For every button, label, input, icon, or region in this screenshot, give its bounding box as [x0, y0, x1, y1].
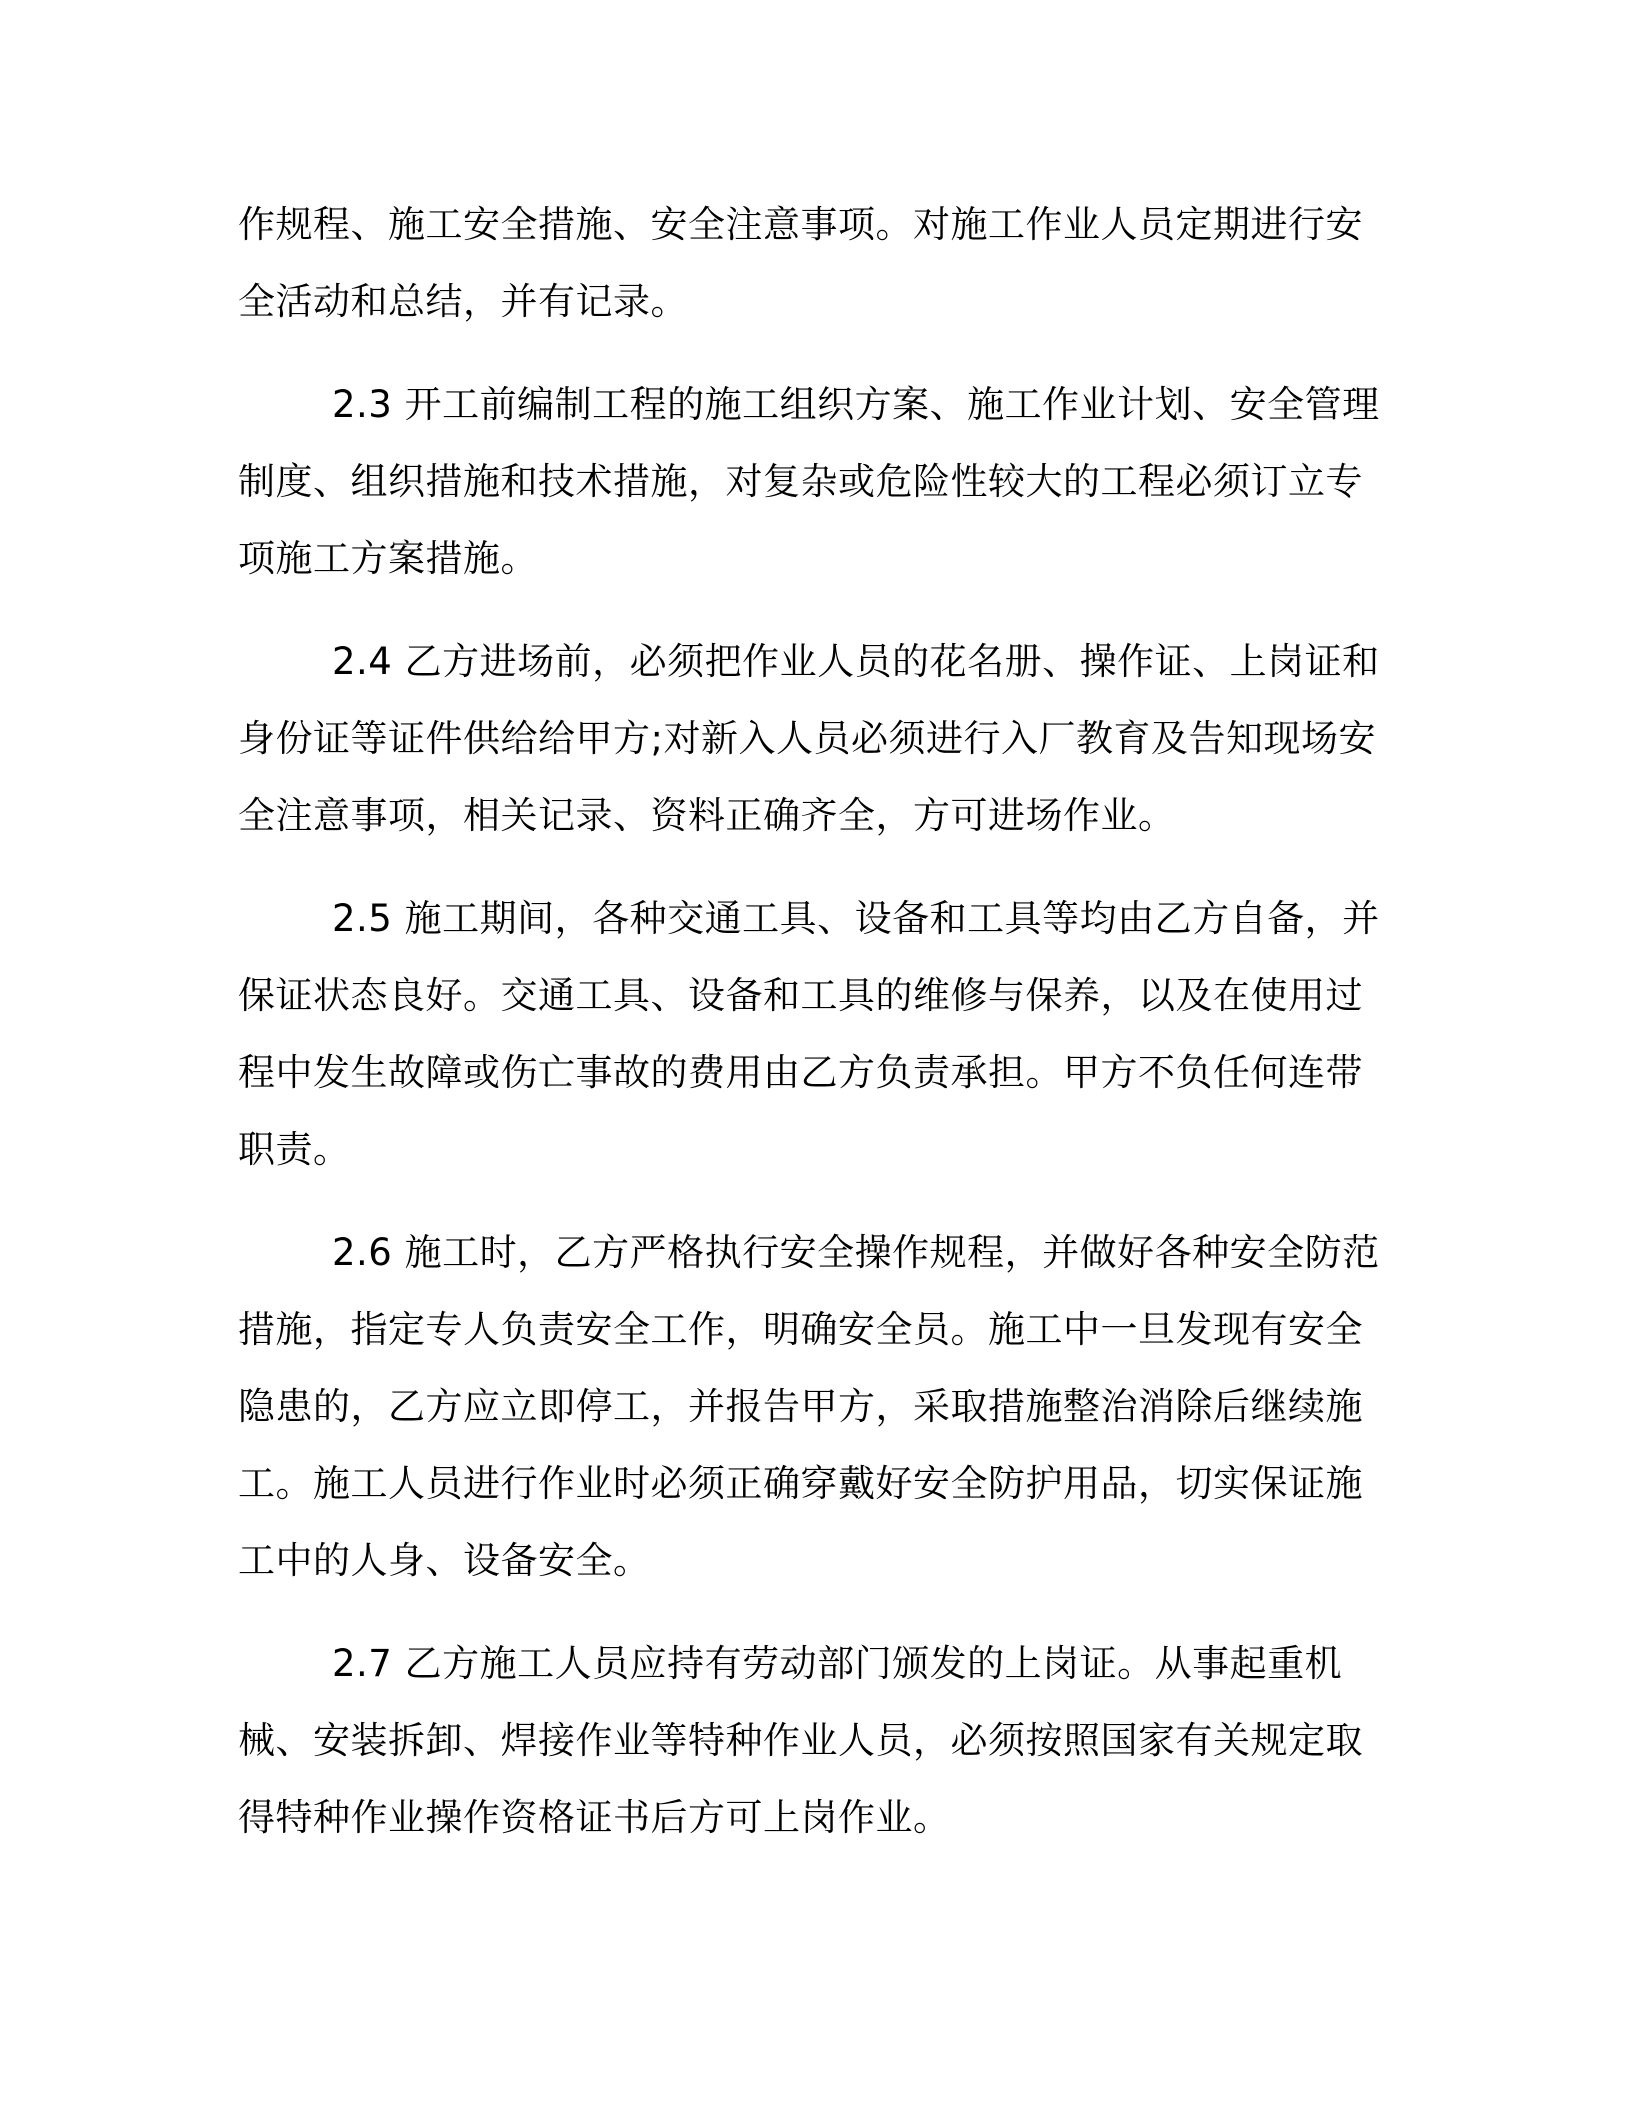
- paragraph-continuation: 作规程、施工安全措施、安全注意事项。对施工作业人员定期进行安全活动和总结，并有记录。: [238, 203, 1363, 323]
- paragraph-2-4: 2.4 乙方进场前，必须把作业人员的花名册、操作证、上岗证和身份证等证件供给给甲方;对新入人员必须进行入厂教育及告知现场安全注意事项，相关记录、资料正确齐全，方可进场作业。: [238, 640, 1380, 837]
- paragraph-2-7: 2.7 乙方施工人员应持有劳动部门颁发的上岗证。从事起重机械、安装拆卸、焊接作业等特种作业人员，必须按照国家有关规定取得特种作业操作资格证书后方可上岗作业。: [238, 1642, 1363, 1839]
- document-body: [238, 186, 1394, 1856]
- paragraph-2-6: 2.6 施工时，乙方严格执行安全操作规程，并做好各种安全防范措施，指定专人负责安全工作，明确安全员。施工中一旦发现有安全隐患的，乙方应立即停工，并报告甲方，采取措施整治消除后继续施工。施工人员进行作业时必须正确穿戴好安全防护用品，切实保证施工中的人身、设备安全。: [238, 1231, 1380, 1582]
- paragraph-2-3: 2.3 开工前编制工程的施工组织方案、施工作业计划、安全管理制度、组织措施和技术措施，对复杂或危险性较大的工程必须订立专项施工方案措施。: [238, 383, 1380, 580]
- paragraph-2-5: 2.5 施工期间，各种交通工具、设备和工具等均由乙方自备，并保证状态良好。交通工具、设备和工具的维修与保养，以及在使用过程中发生故障或伤亡事故的费用由乙方负责承担。甲方不负任何连带职责。: [238, 897, 1380, 1171]
